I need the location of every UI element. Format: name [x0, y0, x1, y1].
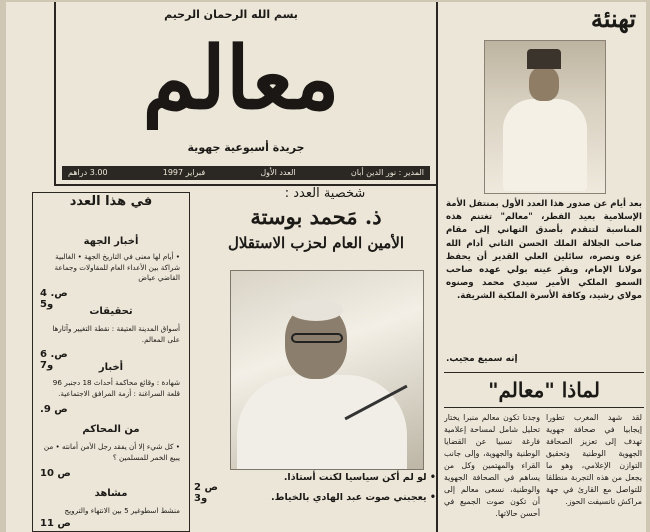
section-title: مشاهد	[94, 488, 128, 499]
column-rule	[54, 2, 56, 184]
lead-name: ذ. مَحمد بوستة	[250, 204, 382, 229]
issue-date: فبراير 1997	[162, 168, 206, 177]
lead-page-ref: ص 2 و3	[194, 482, 218, 504]
section-body: أسواق المدينة العتيقة : نقطة التغيير وآثارها على المعالم.	[52, 324, 180, 344]
why-text-left: وجدنا تكون معالم منبرا يختار تحليل شامل لمساحة إعلامية فارغة نسبيا عن القضايا الوطنية والجهوية، وإلى جانب القراء والمهتمين وكل من يساهم في الصحافة الجهوية والوطنية، نسعى معالم إلى أن تكون صوت الجميع في أحسن حالاتها.	[444, 413, 540, 518]
king-photo	[484, 40, 606, 194]
congrats-sign: إنه سميع مجيب.	[446, 354, 518, 364]
section-body: • أيام لها معنى في التاريخ الجهة • الغالبية شراكة بين الأعداء العام للمقاولات وجماعة القاضي عياض	[54, 252, 180, 282]
section-body: شهادة : وقائع محاكمة أحداث 18 دجنبر 96 قلعة السراغنة : أزمة المرافق الاجتماعية.	[52, 378, 180, 398]
why-text-right: لقد شهد المغرب تطورا إيجابيا في صحافة جهوية تهدف إلى تعزيز الصحافة الجهوية الوطنية وتحقيق التوازن الإعلامي، وهو ما يجعل من هذه التجربة منطلقا للتواصل مع القارئ في جهة مراكش تانسيفت الحوز.	[546, 413, 642, 506]
section-body: • كل شيء إلا أن يفقد رجل الأمن أمانته • من يبيع الخمر للمسلمين ؟	[43, 442, 180, 462]
portrait-photo	[230, 270, 424, 470]
section-title: تحقيقات	[89, 306, 133, 317]
newspaper-page	[6, 2, 646, 532]
section-page: ص. 4 و5	[40, 288, 68, 310]
issue-number: العدد الأول	[260, 168, 296, 177]
section-page: ص. 6 و7	[40, 349, 68, 371]
lead-role: الأمين العام لحزب الاستقلال	[227, 234, 405, 252]
section-page: ص 9.	[40, 404, 68, 415]
price: 3.00 دراهم	[68, 168, 108, 177]
issue-contents-title: في هذا العدد	[69, 194, 153, 209]
subtitle: جريدة أسبوعية جهوية	[187, 141, 305, 154]
lead-quote: • يعجبني صوت عبد الهادي بالخياط.	[270, 492, 436, 503]
section-title: أخبار	[98, 362, 124, 373]
section-page: ص 11	[40, 518, 71, 529]
lead-kicker: شخصية العدد :	[284, 186, 366, 201]
info-bar	[62, 166, 430, 180]
basmala: بسم الله الرحمان الرحيم	[164, 8, 298, 21]
section-title: أخبار الجهة	[83, 236, 139, 247]
section-body: منشط اسطوغير 5 بين الانتهاء والترويج	[64, 506, 180, 515]
director-credit: المدير : نور الدين أبان	[350, 168, 424, 177]
congrats-text: بعد أيام عن صدور هذا العدد الأول بمنتفل الأمة الإسلامية بعيد الفطر، "معالم" تغتنم هذه المناسبة لتتقدم بأصدق التهاني إلى مقام صاحب الجلالة الملك الحسن الثاني أدام الله عزه ونصره، سائلين العلي القدير أن يحفظ مولانا الإمام، ويقر عينه بولي عهده صاحب السمو الملكي الأمير سيدي محمد وصنوه مولاي رشيد، وكافة الأسرة الملكية الشريفة.	[446, 199, 642, 302]
column-rule	[436, 2, 438, 532]
masthead-title: معالم	[142, 28, 340, 129]
section-page: ص 10	[40, 468, 71, 479]
congrats-title: تهنئة	[590, 4, 636, 33]
lead-quote: • لو لم أكن سياسيا لكنت أستاذا.	[283, 472, 436, 483]
section-title: من المحاكم	[82, 424, 140, 435]
why-maalim-title: لماذا "معالم"	[444, 372, 644, 408]
